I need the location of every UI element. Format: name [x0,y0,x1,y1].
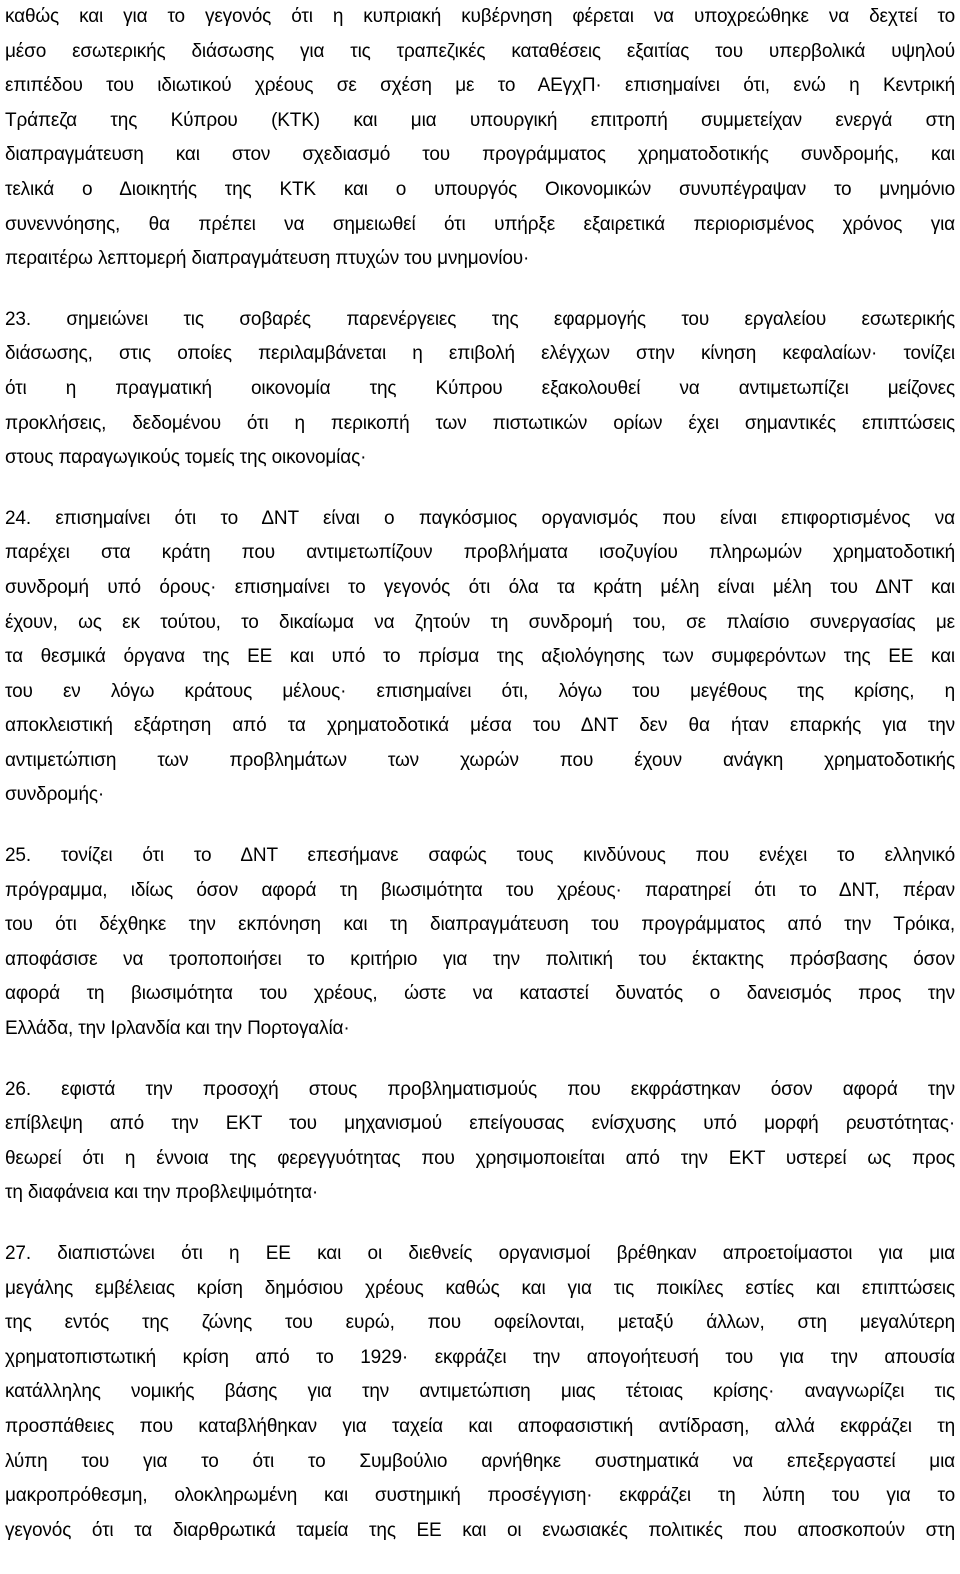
text-line: επίβλεψη από την ΕΚΤ του μηχανισμού επείγουσας ενίσχυσης υπό μορφή ρευστότητας· [5,1113,955,1135]
text-line: γεγονός ότι τα διαρθρωτικά ταμεία της ΕΕ και οι ενωσιακές πολιτικές που αποσκοπούν στη [5,1519,955,1541]
text-line: αποκλειστική εξάρτηση από τα χρηματοδοτικά μέσα του ΔΝΤ δεν θα ήταν επαρκής για την [5,715,955,737]
text-line: μακροπρόθεσμη, ολοκληρωμένη και συστημική προσέγγιση· εκφράζει τη λύπη του για το [5,1485,955,1507]
paragraph-23 [5,303,955,476]
paragraph-27 [5,1237,955,1548]
text-line: διάσωσης, στις οποίες περιλαμβάνεται η επιβολή ελέγχων στην κίνηση κεφαλαίων· τονίζει [5,343,955,365]
paragraph-24 [5,502,955,813]
text-line: προκλήσεις, δεδομένου ότι η περικοπή των πιστωτικών ορίων έχει σημαντικές επιπτώσεις [5,412,955,434]
text-line: 27. διαπιστώνει ότι η ΕΕ και οι διεθνείς οργανισμοί βρέθηκαν απροετοίμαστοι για μια [5,1243,955,1264]
text-line: συνδρομή υπό όρους· επισημαίνει το γεγονός ότι όλα τα κράτη μέλη είναι μέλη του ΔΝΤ και [5,576,955,598]
text-line: Ελλάδα, την Ιρλανδία και την Πορτογαλία· [5,1018,350,1040]
text-line: προσπάθειες που καταβλήθηκαν για ταχεία και αποφασιστική αντίδραση, αλλά εκφράζει τη [5,1415,955,1437]
text-line: τελικά ο Διοικητής της ΚΤΚ και ο υπουργός Οικονομικών συνυπέγραψαν το μνημόνιο [5,178,955,200]
text-line: χρηματοπιστωτική κρίση από το 1929· εκφράζει την απογοήτευσή του για την απουσία [5,1346,955,1368]
text-line: παρέχει στα κράτη που αντιμετωπίζουν προβλήματα ισοζυγίου πληρωμών χρηματοδοτική [5,542,955,564]
text-line: θεωρεί ότι η έννοια της φερεγγυότητας που χρησιμοποιείται από την ΕΚΤ υστερεί ως προς [5,1147,955,1169]
text-line: ότι η πραγματική οικονομία της Κύπρου εξακολουθεί να αντιμετωπίζει μείζονες [5,377,955,399]
paragraph-25 [5,839,955,1047]
text-line: 24. επισημαίνει ότι το ΔΝΤ είναι ο παγκόσμιος οργανισμός που είναι επιφορτισμένος να [5,507,955,529]
text-line: καθώς και για το γεγονός ότι η κυπριακή κυβέρνηση φέρεται να υποχρεώθηκε να δεχτεί το [5,6,955,27]
document-page [5,0,955,1574]
text-line: τα θεσμικά όργανα της ΕΕ και υπό το πρίσμα της αξιολόγησης των συμφερόντων της ΕΕ και [5,646,955,668]
text-line: έχουν, ως εκ τούτου, το δικαίωμα να ζητούν τη συνδρομή του, σε πλαίσιο συνεργασίας με [5,611,955,633]
text-line: Τράπεζα της Κύπρου (ΚΤΚ) και μια υπουργική επιτροπή συμμετείχαν ενεργά στη [5,109,955,131]
text-line: της εντός της ζώνης του ευρώ, που οφείλονται, μεταξύ άλλων, στη μεγαλύτερη [5,1312,955,1334]
text-line: τη διαφάνεια και την προβλεψιμότητα· [5,1182,319,1204]
text-line: πρόγραμμα, ιδίως όσον αφορά τη βιωσιμότητα του χρέους· παρατηρεί ότι το ΔΝΤ, πέραν [5,879,955,901]
text-line: 23. σημειώνει τις σοβαρές παρενέργειες της εφαρμογής του εργαλείου εσωτερικής [5,308,955,330]
text-line: του ότι δέχθηκε την εκπόνηση και τη διαπραγμάτευση του προγράμματος από την Τρόικα, [5,914,955,936]
text-line: περαιτέρω λεπτομερή διαπραγμάτευση πτυχών του μνημονίου· [5,248,530,270]
text-line: αποφάσισε να τροποποιήσει το κριτήριο για την πολιτική του έκτακτης πρόσβασης όσον [5,948,955,970]
text-line: κατάλληλης νομικής βάσης για την αντιμετώπιση μιας τέτοιας κρίσης· αναγνωρίζει τις [5,1381,955,1403]
text-line: συνεννόησης, θα πρέπει να σημειωθεί ότι υπήρξε εξαιρετικά περιορισμένος χρόνος για [5,213,955,235]
text-line: αντιμετώπιση των προβλημάτων των χωρών που έχουν ανάγκη χρηματοδοτικής [5,749,955,771]
text-line: επιπέδου του ιδιωτικού χρέους σε σχέση με το ΑΕγχΠ· επισημαίνει ότι, ενώ η Κεντρική [5,75,955,97]
text-line: του εν λόγω κράτους μέλους· επισημαίνει ότι, λόγω του μεγέθους της κρίσης, η [5,680,955,702]
text-line: διαπραγμάτευση και στον σχεδιασμό του προγράμματος χρηματοδοτικής συνδρομής, και [5,144,955,166]
text-line: 25. τονίζει ότι το ΔΝΤ επεσήμανε σαφώς τους κινδύνους που ενέχει το ελληνικό [5,845,955,867]
paragraph-26 [5,1073,955,1211]
text-line: αφορά τη βιωσιμότητα του χρέους, ώστε να καταστεί δυνατός ο δανεισμός προς την [5,983,955,1005]
text-line: μέσο εσωτερικής διάσωσης για τις τραπεζικές καταθέσεις εξαιτίας του υπερβολικά υψηλού [5,40,955,62]
text-line: συνδρομής· [5,784,105,806]
text-line: μεγάλης εμβέλειας κρίση δημόσιου χρέους καθώς και για τις ποικίλες εστίες και επιπτώσεις [5,1277,955,1299]
text-line: 26. εφιστά την προσοχή στους προβληματισμούς που εκφράστηκαν όσον αφορά την [5,1078,955,1100]
text-line: στους παραγωγικούς τομείς της οικονομίας· [5,447,367,469]
paragraph-continuation [5,0,955,277]
text-line: λύπη του για το ότι το Συμβούλιο αρνήθηκε συστηματικά να επεξεργαστεί μια [5,1450,955,1472]
